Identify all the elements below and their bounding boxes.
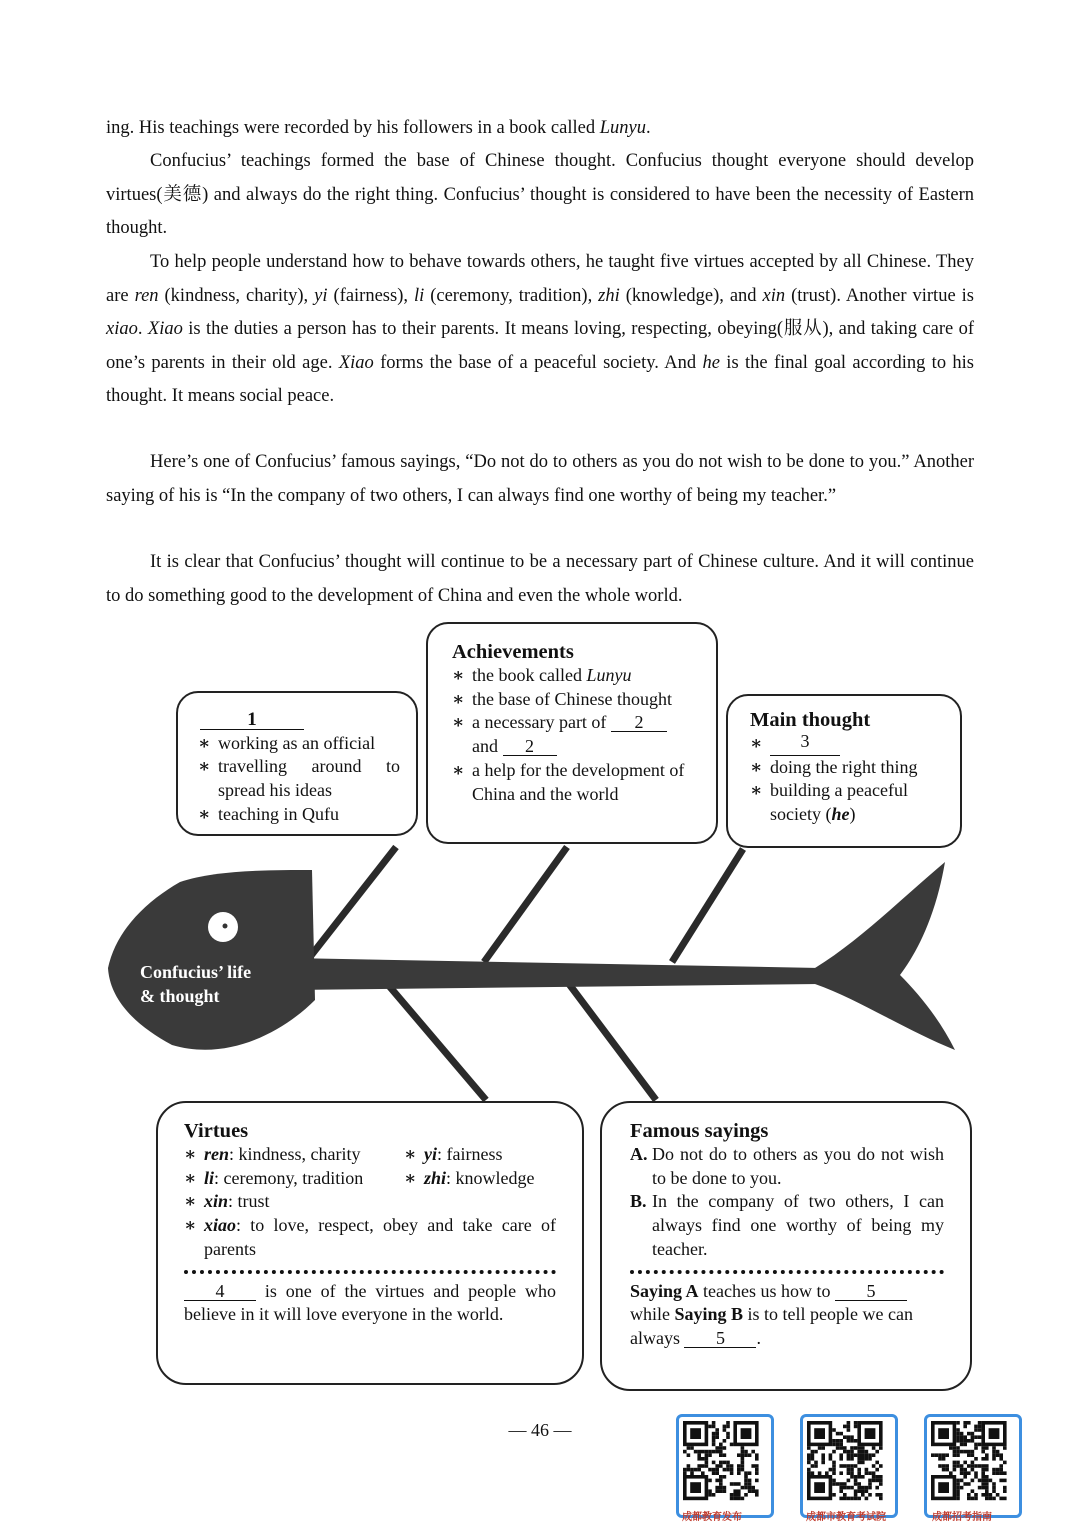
answer-blank-4[interactable]: 4 xyxy=(184,1282,256,1301)
list-item: ∗ the base of Chinese thought xyxy=(452,688,672,709)
qr-caption-2: 成都市教育考试院 xyxy=(806,1512,886,1523)
bone-upper-2 xyxy=(484,847,567,962)
fish-label xyxy=(140,960,251,1008)
qr-caption-1: 成都教育发布 xyxy=(682,1512,742,1523)
fish-spine xyxy=(290,958,820,990)
dotted-divider xyxy=(184,1270,556,1274)
virtues-box xyxy=(156,1101,584,1385)
fish-label-line-1: Confucius’ life xyxy=(140,962,252,982)
answer-blank-5b[interactable]: 5 xyxy=(684,1329,756,1348)
list-item: ∗ a necessary part of 2 and 2 xyxy=(452,711,704,758)
list-item: ∗ the book called Lunyu xyxy=(452,665,632,685)
passage-line-0: ing. His teachings were recorded by his followers in a book called Lunyu. xyxy=(106,118,651,138)
qr-code-1[interactable] xyxy=(676,1414,774,1518)
answer-blank-1[interactable]: 1 xyxy=(200,711,304,730)
qr-code-2[interactable] xyxy=(800,1414,898,1518)
page-number: — 46 — xyxy=(508,1420,572,1440)
virtues-question: 4 is one of the virtues and people who believe in it will love everyone in the world. xyxy=(184,1280,557,1325)
list-item: ∗ xiao: to love, respect, obey and take care of parents xyxy=(184,1215,556,1259)
bone-lower-1 xyxy=(384,980,486,1100)
life-blank-row xyxy=(198,708,400,732)
fish-label-line-2: & thought xyxy=(140,986,220,1006)
qr-code-3[interactable] xyxy=(924,1414,1022,1518)
virtues-title: Virtues xyxy=(184,1120,249,1142)
passage-p1-text: Confucius’ teachings formed the base of Chinese thought. Confucius thought everyone should develop virtues(美德) and always do the right thing. Confucius’ thought is considered to have been the necessity of Eastern thought. xyxy=(106,151,974,238)
saying-a: A. Do not do to others as you do not wish to be done to you. xyxy=(630,1144,944,1188)
passage-p4-text: It is clear that Confucius’ thought will continue to be a necessary part of Chinese culture. And it will continue to do something good to the development of China and even the whole world. xyxy=(106,552,974,606)
list-item: ∗ building a peaceful society (he) xyxy=(750,780,908,825)
passage-p3-text: Here’s one of Confucius’ famous sayings, “Do not do to others as you do not wish to be done to you.” Another saying of his is “In the company of two others, I can always find one worthy of being my teacher.” xyxy=(106,452,974,506)
main-thought-title: Main thought xyxy=(750,709,871,731)
famous-sayings-title: Famous sayings xyxy=(630,1120,769,1142)
bone-upper-1 xyxy=(306,847,396,962)
bone-lower-2 xyxy=(566,980,656,1100)
list-item: ∗ working as an official xyxy=(198,732,376,753)
list-item: ∗ doing the right thing xyxy=(750,756,918,777)
famous-sayings-box xyxy=(600,1101,972,1391)
list-item: ∗ 3 xyxy=(750,732,952,756)
qr-caption-3: 成都招考指南 xyxy=(932,1512,992,1523)
virtues-row-1: ∗ ren: kindness, charity ∗ yi: fairness xyxy=(184,1144,503,1164)
answer-blank-2b[interactable]: 2 xyxy=(503,737,557,756)
dotted-divider xyxy=(630,1270,944,1274)
achievements-title: Achievements xyxy=(452,641,574,663)
life-box xyxy=(176,691,418,836)
achievements-box xyxy=(426,622,718,844)
bone-upper-3 xyxy=(672,849,743,962)
passage-paragraph-2: To help people understand how to behave towards others, he taught five virtues accepted by all Chinese. They are ren (kindness, charity), yi (fairness), li (ceremony, tradition), zhi (knowledge), and xin (trust). Another virtue is xiao. Xiao is the duties a person has to their parents. It means loving, respecting, obeying(服从), and taking care of one’s parents in their old age. Xiao forms the base of a peaceful society. And he is the final goal according to his thought. It means social peace. xyxy=(106,252,975,406)
sayings-question: Saying A teaches us how to 5 while Saying B is to tell people we can always 5 . xyxy=(630,1280,913,1348)
main-thought-box xyxy=(726,694,962,848)
virtues-row-2: ∗ li: ceremony, tradition ∗ zhi: knowledge xyxy=(184,1167,535,1188)
list-item: ∗ xin: trust xyxy=(184,1191,270,1212)
answer-blank-5a[interactable]: 5 xyxy=(835,1282,907,1301)
list-item: ∗ teaching in Qufu xyxy=(198,803,339,824)
answer-blank-2a[interactable]: 2 xyxy=(611,713,667,732)
saying-b: B. In the company of two others, I can always find one worthy of being my teacher. xyxy=(630,1191,944,1259)
fish-tail xyxy=(815,862,955,1050)
list-item: ∗ a help for the development of China and the world xyxy=(452,759,685,804)
answer-blank-3[interactable]: 3 xyxy=(770,732,840,756)
list-item: ∗ travelling around to spread his ideas xyxy=(198,756,400,801)
